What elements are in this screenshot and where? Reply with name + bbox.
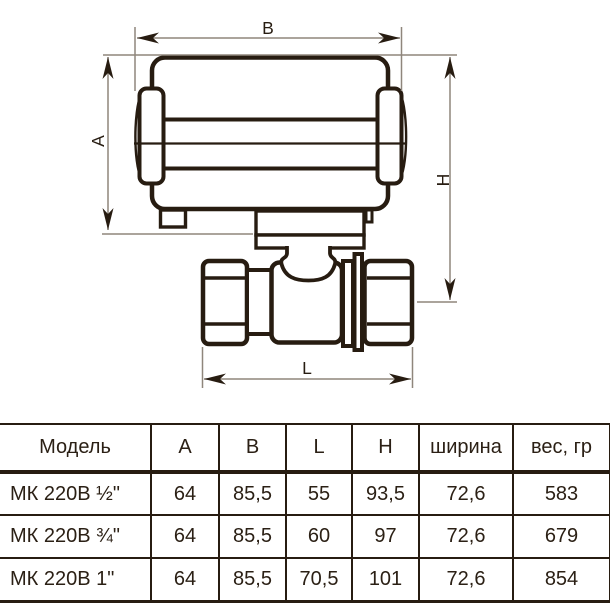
col-header-b: B (219, 424, 286, 472)
col-header-l: L (286, 424, 352, 472)
dim-label-l: L (302, 358, 312, 378)
col-header-weight: вес, гр (513, 424, 610, 472)
table-row (0, 472, 610, 515)
actuator-tab-right (366, 210, 372, 222)
cell-l: 70,5 (286, 558, 352, 601)
neck-upper (256, 211, 364, 235)
col-header-a: A (151, 424, 219, 472)
valve-stem-dome (281, 246, 335, 281)
cell-model: МК 220В 1" (0, 558, 151, 601)
cell-a: 64 (151, 472, 219, 515)
cell-a: 64 (151, 558, 219, 601)
valve-pipe-left (247, 270, 272, 334)
cell-h: 93,5 (352, 472, 419, 515)
cell-model: МК 220В ¾" (0, 515, 151, 558)
cell-model: МК 220В ½" (0, 472, 151, 515)
dim-label-b: B (262, 18, 274, 38)
union-ring-inner (343, 261, 353, 346)
col-header-width: ширина (419, 424, 513, 472)
actuator-clip-left (140, 89, 164, 184)
cell-weight: 679 (513, 515, 610, 558)
cell-width: 72,6 (419, 472, 513, 515)
cell-b: 85,5 (219, 472, 286, 515)
actuator-tab-left (161, 210, 186, 227)
cell-b: 85,5 (219, 558, 286, 601)
cell-l: 60 (286, 515, 352, 558)
cell-weight: 854 (513, 558, 610, 601)
cell-a: 64 (151, 515, 219, 558)
cell-weight: 583 (513, 472, 610, 515)
actuator-clip-right (378, 89, 402, 184)
table-row (0, 515, 610, 558)
valve-nut-left (203, 261, 247, 344)
union-ring-outer (355, 254, 363, 350)
cell-b: 85,5 (219, 515, 286, 558)
cell-l: 55 (286, 472, 352, 515)
valve-nut-right (365, 261, 413, 344)
dim-label-h: H (433, 173, 454, 187)
spec-table (0, 423, 610, 603)
cell-width: 72,6 (419, 515, 513, 558)
cell-h: 97 (352, 515, 419, 558)
table-row (0, 558, 610, 601)
header-row (0, 424, 610, 472)
col-header-h: H (352, 424, 419, 472)
col-header-model: Модель (0, 424, 151, 472)
dim-label-a: A (88, 135, 109, 147)
cell-width: 72,6 (419, 558, 513, 601)
cell-h: 101 (352, 558, 419, 601)
